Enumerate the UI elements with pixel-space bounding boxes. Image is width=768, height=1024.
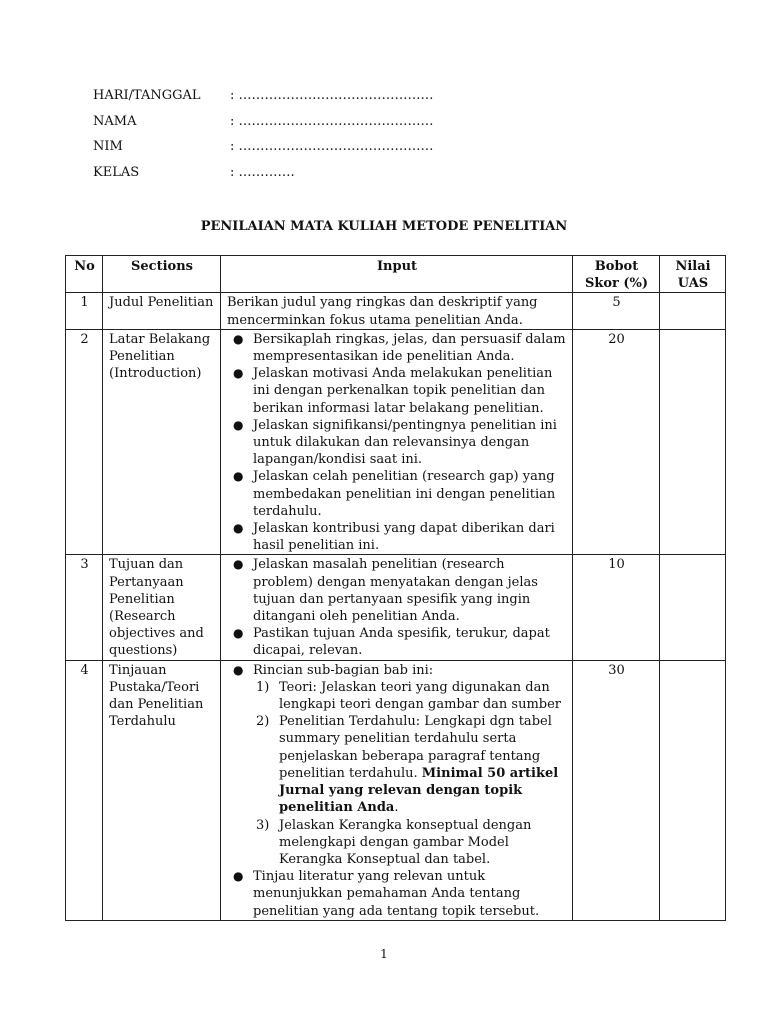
list-item: ● Jelaskan kontribusi yang dapat diberikan dari hasil penelitian ini.: [233, 521, 555, 554]
list-item: ● Jelaskan motivasi Anda melakukan penelitian ini dengan perkenalkan topik penelitian dan berikan informasi latar belakang penelitian.: [233, 366, 553, 416]
field-hari-tanggal: [93, 87, 434, 113]
bullet-icon: ●: [233, 626, 244, 641]
row-nilai-cell[interactable]: [660, 555, 726, 660]
field-nama: [93, 113, 434, 139]
list-item: ● Jelaskan masalah penelitian (research problem) dengan menyatakan dengan jelas tujuan dan pertanyaan spesifik yang ingin ditangani oleh penelitian Anda.: [233, 557, 538, 625]
field-label: NIM: [93, 139, 123, 154]
row-nilai-cell[interactable]: [660, 329, 726, 555]
row-section: Tinjauan Pustaka/Teori dan Penelitian Terdahulu: [103, 660, 221, 920]
field-label: HARI/TANGGAL: [93, 88, 201, 103]
field-label: NAMA: [93, 113, 137, 129]
numbered-list: [253, 679, 567, 868]
row-bobot: 30: [573, 660, 660, 920]
column-header-input: Input: [221, 256, 573, 293]
row-input: [221, 660, 573, 920]
page-number: 1: [380, 947, 388, 961]
column-header-no: No: [66, 256, 103, 293]
table-header-row: [66, 256, 726, 293]
row-number: 3: [66, 555, 103, 660]
row-input: [221, 329, 573, 555]
list-item: ● Tinjau literatur yang relevan untuk menunjukkan pemahaman Anda tentang penelitian yang ada tentang topik tersebut.: [233, 869, 540, 919]
list-item: ● Jelaskan signifikansi/pentingnya penelitian ini untuk dilakukan dan relevansinya dengan lapangan/kondisi saat ini.: [233, 417, 557, 468]
list-item: ● Rincian sub-bagian bab ini: 1) Teori: Jelaskan teori yang digunakan dan lengkapi teori dengan gambar dan sumber 2) Penelitian Terdahulu: Lengkapi dgn tabel summary penelitian terdahulu serta penjelaskan beberapa paragraf tentang penelitian terdahulu. Minimal 50 artikel Jurnal yang relevan dengan topik penelitian Anda. 3) Jelaskan Kerangka konseptual dengan melengkapi dengan gambar Model Kerangka Konseptual dan tabel.: [253, 662, 567, 868]
numbered-item: 2) Penelitian Terdahulu: Lengkapi dgn tabel summary penelitian terdahulu serta penjelaskan beberapa paragraf tentang penelitian terdahulu. Minimal 50 artikel Jurnal yang relevan dengan topik penelitian Anda.: [256, 714, 559, 816]
numbered-item: 1) Teori: Jelaskan teori yang digunakan dan lengkapi teori dengan gambar dan sumber: [256, 679, 561, 713]
table-row: [66, 555, 726, 660]
table-row: [66, 293, 726, 329]
list-item: ● Pastikan tujuan Anda spesifik, terukur, dapat dicapai, relevan.: [233, 626, 550, 659]
bullet-icon: ●: [233, 557, 244, 572]
row-input: [221, 555, 573, 660]
row-section: Latar Belakang Penelitian (Introduction): [103, 329, 221, 555]
bullet-icon: ●: [233, 366, 244, 381]
row-nilai-cell[interactable]: [660, 660, 726, 920]
bullet-icon: ●: [233, 521, 244, 536]
bullet-list: [227, 662, 567, 920]
row-section: Tujuan dan Pertanyaan Penelitian (Research objectives and questions): [103, 555, 221, 660]
table-row: [66, 329, 726, 555]
field-value: : ………………………………………: [230, 139, 434, 154]
bullet-icon: ●: [233, 869, 244, 884]
numbered-item: 3) Jelaskan Kerangka konseptual dengan melengkapi dengan gambar Model Kerangka Konseptual dan tabel.: [256, 817, 532, 867]
row-bobot: 5: [573, 293, 660, 329]
row-section: Judul Penelitian: [103, 293, 221, 329]
bullet-icon: ●: [233, 469, 244, 484]
bullet-icon: ●: [233, 662, 244, 677]
field-kelas: [93, 164, 434, 190]
field-nim: [93, 138, 434, 164]
row-number: 1: [66, 293, 103, 329]
table-row: [66, 660, 726, 920]
field-value: : ………….: [230, 164, 295, 180]
bullet-list: [227, 556, 567, 659]
bullet-icon: ●: [233, 331, 244, 346]
row-bobot: 10: [573, 555, 660, 660]
header-fields: [93, 87, 434, 189]
list-item: ● Bersikaplah ringkas, jelas, dan persuasif dalam mempresentasikan ide penelitian Anda.: [233, 331, 566, 365]
row-nilai-cell[interactable]: [660, 293, 726, 329]
assessment-table: [65, 255, 726, 921]
row-number: 2: [66, 329, 103, 555]
field-value: : ………………………………………: [230, 113, 434, 129]
row-number: 4: [66, 660, 103, 920]
row-input: Berikan judul yang ringkas dan deskriptif yang mencerminkan fokus utama penelitian Anda.: [221, 293, 573, 329]
emphasis-text: Minimal 50 artikel Jurnal yang relevan dengan topik penelitian Anda: [279, 765, 559, 816]
column-header-sections: Sections: [103, 256, 221, 293]
row-bobot: 20: [573, 329, 660, 555]
column-header-nilai: Nilai UAS: [660, 256, 726, 293]
bullet-list: [227, 331, 567, 555]
field-label: KELAS: [93, 164, 140, 180]
document-title: PENILAIAN MATA KULIAH METODE PENELITIAN: [200, 219, 568, 234]
bullet-icon: ●: [233, 417, 244, 432]
list-item: ● Jelaskan celah penelitian (research gap) yang membedakan penelitian ini dengan penelitian terdahulu.: [233, 469, 556, 519]
column-header-bobot: Bobot Skor (%): [573, 256, 660, 293]
field-value: : ………………………………………: [230, 88, 434, 103]
